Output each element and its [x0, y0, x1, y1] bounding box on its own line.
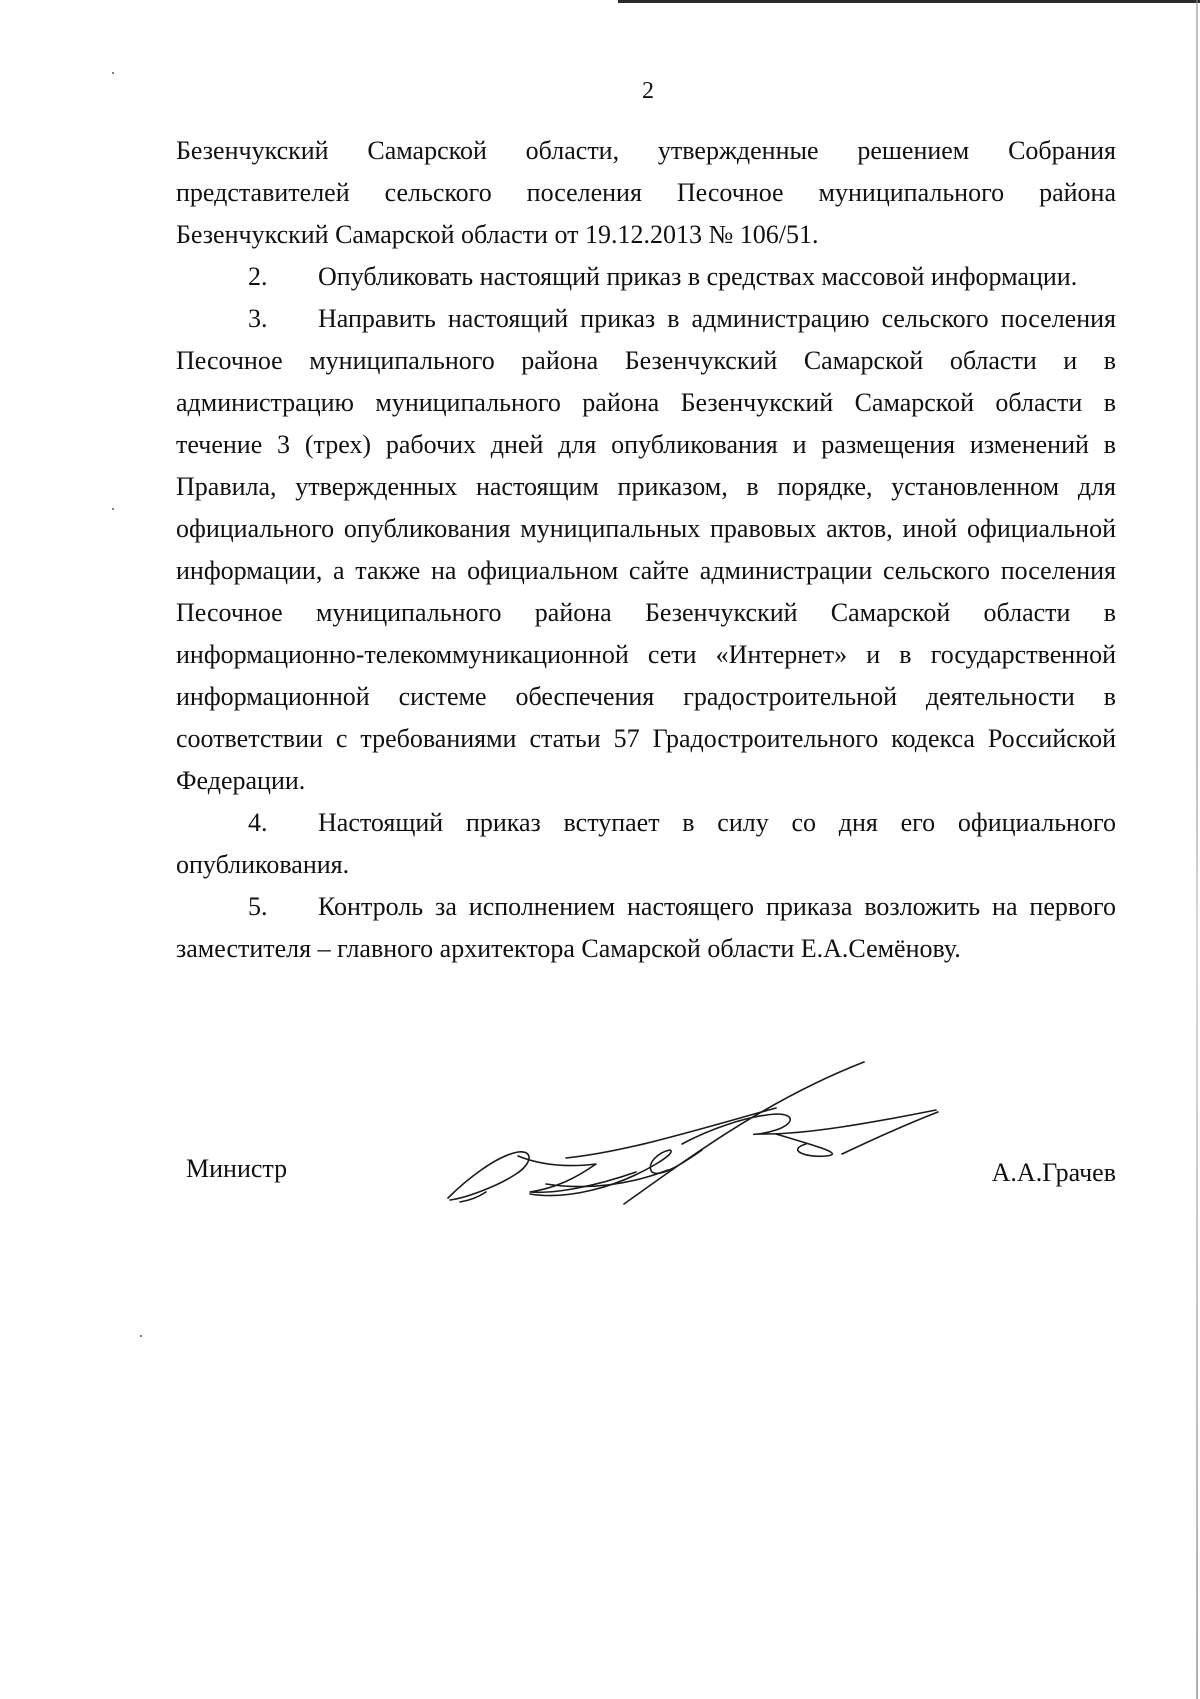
- paragraph-text: Направить настоящий приказ в администрацию сельского поселения Песочное муниципального района Безенчукский Самарской области и в администрацию муниципального района Безенчукский Самарской области в течение 3 (трех) рабочих дней для опубликования и размещения изменений в Правила, утвержденных настоящим приказом, в порядке, установленном для официального опубликования муниципальных правовых актов, иной официальной информации, а также на официальном сайте администрации сельского поселения Песочное муниципального района Безенчукский Самарской области в информационно-телекоммуникационной сети «Интернет» и в государственной информационной системе обеспечения градостроительной деятельности в соответствии с требованиями статьи 57 Градостроительного кодекса Российской Федерации.: [176, 304, 1116, 795]
- scan-edge-top: [618, 0, 1200, 3]
- paragraph-item-2: [176, 256, 1116, 298]
- paragraph-text: Контроль за исполнением настоящего приказа возложить на первого заместителя – главного архитектора Самарской области Е.А.Семёнову.: [176, 892, 1116, 963]
- paragraph-number: 3.: [248, 304, 268, 333]
- handwritten-signature-icon: [446, 1060, 946, 1210]
- paragraph-number: 4.: [248, 808, 268, 837]
- paragraph-item-5: [176, 886, 1116, 970]
- signature-block: [176, 1050, 1116, 1210]
- document-body: [176, 130, 1116, 970]
- scan-speck: [112, 508, 114, 510]
- paragraph-text: Опубликовать настоящий приказ в средствах массовой информации.: [318, 262, 1078, 291]
- page-number: 2: [642, 78, 654, 104]
- scan-speck: [112, 72, 114, 74]
- paragraph-number: 5.: [248, 892, 268, 921]
- paragraph-text: Безенчукский Самарской области, утвержденные решением Собрания представителей сельского поселения Песочное муниципального района Безенчукский Самарской области от 19.12.2013 № 106/51.: [176, 136, 1116, 249]
- scan-speck: [140, 1335, 142, 1337]
- signatory-title: Министр: [186, 1154, 288, 1183]
- paragraph-text: Настоящий приказ вступает в силу со дня его официального опубликования.: [176, 808, 1116, 879]
- paragraph-item-4: [176, 802, 1116, 886]
- scan-edge-right: [1196, 0, 1198, 1699]
- signatory-name: А.А.Грачев: [991, 1158, 1116, 1187]
- paragraph-number: 2.: [248, 262, 268, 291]
- paragraph-continuation: [176, 130, 1116, 256]
- paragraph-item-3: [176, 298, 1116, 802]
